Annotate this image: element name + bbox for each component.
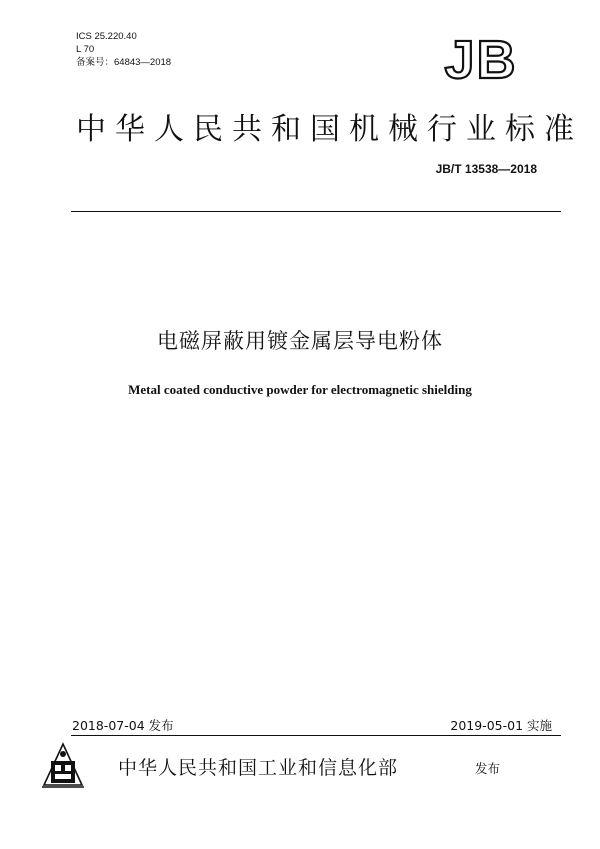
- footer-divider: [71, 735, 561, 736]
- jb-logo-graphic: [430, 34, 532, 84]
- ics-code: ICS 25.220.40: [76, 31, 137, 42]
- publisher-suffix: 发布: [475, 761, 501, 776]
- title-english: Metal coated conductive powder for electromagnetic shielding: [128, 382, 472, 397]
- jb-logo: [430, 34, 532, 84]
- svg-text:JB: JB: [444, 34, 518, 84]
- title-chinese: 电磁屏蔽用镀金属层导电粉体: [157, 329, 443, 353]
- ministry-seal-icon: [40, 741, 86, 789]
- standard-organization: 中华人民共和国机械行业标准: [76, 112, 583, 147]
- implementation-date: 2019-05-01 实施: [450, 718, 552, 733]
- issue-date: 2018-07-04 发布: [72, 718, 174, 733]
- classification-code: L 70: [76, 44, 95, 55]
- record-number: 备案号：64843—2018: [76, 57, 172, 68]
- publisher: 中华人民共和国工业和信息化部: [118, 757, 399, 779]
- standard-code: JB/T 13538—2018: [435, 162, 537, 176]
- header-divider: [71, 211, 561, 212]
